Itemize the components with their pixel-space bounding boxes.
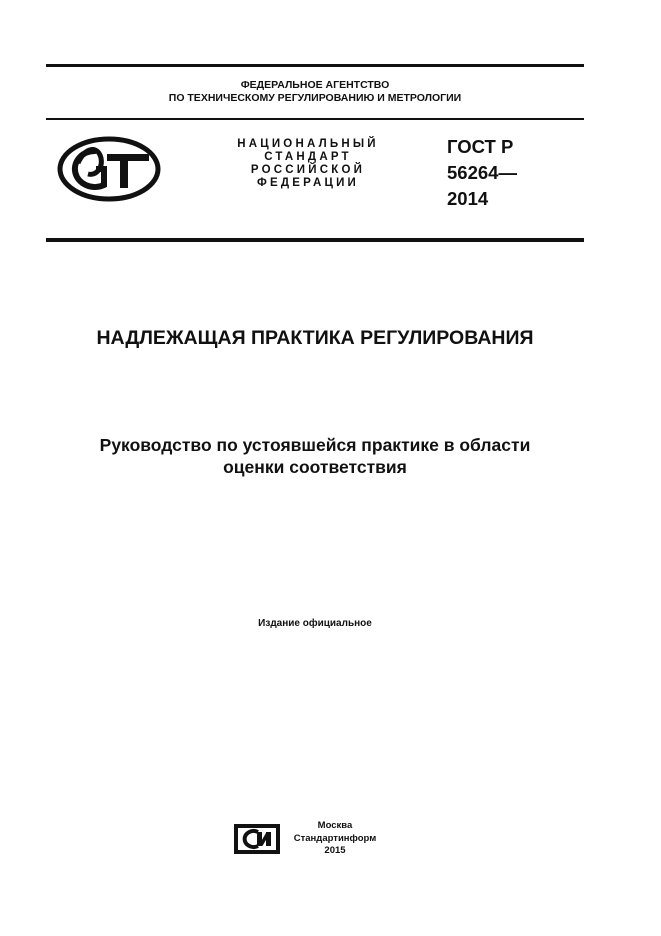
publisher-name: Стандартинформ — [293, 832, 377, 844]
publisher-year: 2015 — [324, 845, 346, 856]
standard-type — [213, 138, 403, 190]
designation-line-1: ГОСТ Р — [447, 136, 514, 157]
bottom-divider — [46, 238, 584, 242]
agency-header — [46, 79, 584, 105]
edition-label: Издание официальное — [258, 618, 372, 629]
top-divider — [46, 64, 584, 67]
standartinform-icon — [233, 823, 281, 855]
subtitle-line-2: оценки соответствия — [223, 457, 407, 477]
agency-line-1: ФЕДЕРАЛЬНОЕ АГЕНТСТВО — [240, 79, 390, 91]
agency-line-2: ПО ТЕХНИЧЕСКОМУ РЕГУЛИРОВАНИЮ И МЕТРОЛОГИИ — [168, 92, 462, 104]
standard-designation — [447, 134, 577, 212]
designation-line-2: 56264— — [447, 162, 517, 183]
standard-type-line-2: СТАНДАРТ — [264, 151, 352, 163]
standard-type-line-4: ФЕДЕРАЦИИ — [256, 177, 360, 189]
document-title: НАДЛЕЖАЩАЯ ПРАКТИКА РЕГУЛИРОВАНИЯ — [96, 327, 534, 349]
subtitle-line-1: Руководство по устоявшейся практике в области — [99, 435, 531, 455]
publisher-city: Москва — [317, 820, 353, 831]
standard-type-line-1: НАЦИОНАЛЬНЫЙ — [237, 138, 379, 150]
rst-certification-icon — [56, 136, 162, 202]
designation-line-3: 2014 — [447, 188, 489, 209]
document-subtitle — [20, 434, 610, 478]
standard-type-line-3: РОССИЙСКОЙ — [250, 164, 366, 176]
middle-divider — [46, 118, 584, 120]
publisher-block — [280, 820, 390, 858]
